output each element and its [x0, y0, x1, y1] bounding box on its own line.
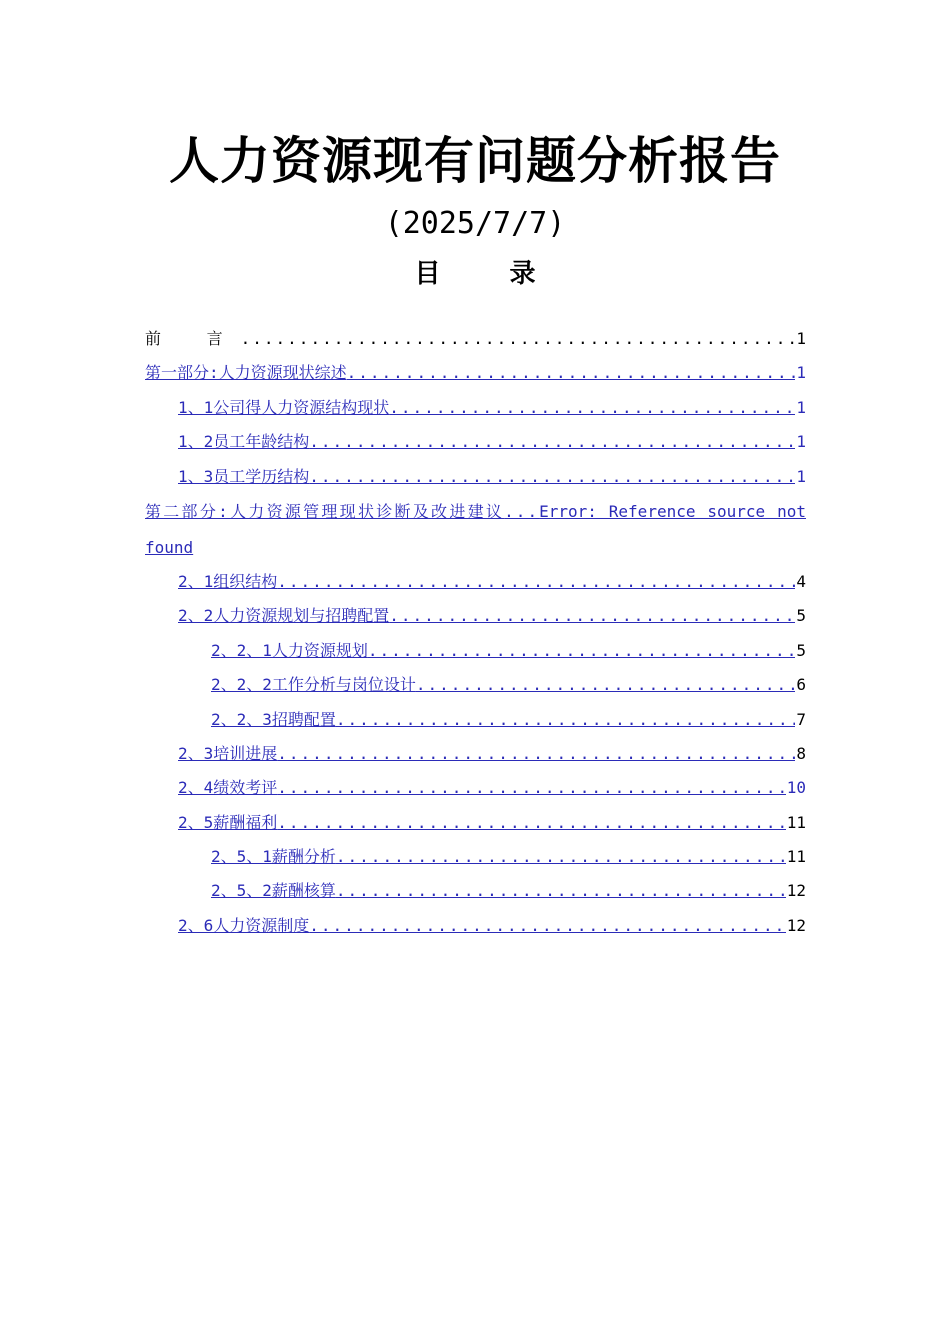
- toc-page-number: 4: [796, 571, 806, 591]
- toc-entry-preface: [145, 322, 806, 356]
- toc-leader-dots: [336, 840, 786, 874]
- toc-leader-dots: [336, 874, 786, 908]
- toc-leader-dots: [368, 634, 795, 668]
- toc-page-number: 1: [796, 466, 806, 486]
- toc-page-number: 5: [796, 606, 806, 626]
- toc-heading: 目 录: [414, 259, 566, 289]
- toc-leader-dots: [309, 460, 795, 494]
- toc-entry-label: 2、2、1人力资源规划: [211, 640, 368, 660]
- toc-link-2-4[interactable]: [145, 771, 806, 805]
- toc-error-text: Error: Reference source not found: [145, 501, 806, 557]
- toc-page-number: 1: [796, 397, 806, 417]
- toc-page-number: 8: [796, 743, 806, 763]
- toc-leader-dots: [309, 425, 795, 459]
- toc-leader-dots: [347, 356, 796, 390]
- toc-page-number: 1: [796, 329, 806, 348]
- toc-link-2-1[interactable]: [145, 565, 806, 599]
- toc-page-number: 5: [796, 640, 806, 660]
- toc-entry-label: 1、3员工学历结构: [178, 466, 310, 486]
- toc-entry-label: 2、2、3招聘配置: [211, 709, 336, 729]
- toc-link-2-2[interactable]: [145, 599, 806, 633]
- toc-page-number: 6: [796, 675, 806, 695]
- toc-leader-dots: [309, 909, 785, 943]
- toc-leader-dots: [277, 771, 785, 805]
- toc-link-2-2-3[interactable]: [145, 703, 806, 737]
- toc-leader-dots: [416, 668, 795, 702]
- toc-entry-label: 1、2员工年龄结构: [178, 432, 310, 452]
- toc-leader-dots: [277, 565, 795, 599]
- toc-page-number: 7: [796, 709, 806, 729]
- toc-entry-label: 2、3培训进展: [178, 743, 278, 763]
- toc-link-2-2-1[interactable]: [145, 634, 806, 668]
- toc-entry-label-wrapped: [145, 494, 806, 565]
- toc-leader-dots: [277, 737, 795, 771]
- toc-entry-label: 2、6人力资源制度: [178, 915, 310, 935]
- toc-entry-label: 2、2、2工作分析与岗位设计: [211, 675, 416, 695]
- toc-link-1-3[interactable]: [145, 460, 806, 494]
- toc-leader-dots: [389, 391, 795, 425]
- toc-entry-label: 2、5、2薪酬核算: [211, 881, 336, 901]
- toc-entry-label: 2、5、1薪酬分析: [211, 847, 336, 867]
- toc-page-number: 12: [786, 881, 806, 901]
- toc-leader-dots: ...: [504, 501, 540, 521]
- toc-page-number: 11: [786, 847, 806, 867]
- toc-entry-label: 前 言: [145, 329, 241, 348]
- toc-link-2-6[interactable]: [145, 909, 806, 943]
- toc-leader-dots: [277, 806, 785, 840]
- toc-entry-label: 2、4绩效考评: [178, 778, 278, 798]
- toc-link-1-1[interactable]: [145, 391, 806, 425]
- toc-leader-dots: [241, 322, 796, 356]
- toc-page-number: 1: [796, 432, 806, 452]
- toc-entry-label: 2、1组织结构: [178, 571, 278, 591]
- toc-link-1-2[interactable]: [145, 425, 806, 459]
- toc-leader-dots: [336, 703, 795, 737]
- toc-link-2-3[interactable]: [145, 737, 806, 771]
- document-title: 人力资源现有问题分析报告: [169, 132, 781, 190]
- document-date: (2025/7/7): [384, 206, 566, 241]
- toc-link-2-5[interactable]: [145, 806, 806, 840]
- toc-link-2-5-1[interactable]: [145, 840, 806, 874]
- toc-entry-label: 第一部分:人力资源现状综述: [145, 363, 347, 383]
- toc-entry-label: 1、1公司得人力资源结构现状: [178, 397, 390, 417]
- toc-page-number: 1: [796, 363, 806, 383]
- toc-leader-dots: [389, 599, 795, 633]
- toc-entry-label: 2、2人力资源规划与招聘配置: [178, 606, 390, 626]
- toc-entry-label: 2、5薪酬福利: [178, 812, 278, 832]
- toc-link-part-one[interactable]: [145, 356, 806, 390]
- toc-page-number: 12: [786, 915, 806, 935]
- table-of-contents: [145, 322, 806, 943]
- toc-page-number: 11: [786, 812, 806, 832]
- toc-link-2-5-2[interactable]: [145, 874, 806, 908]
- toc-link-2-2-2[interactable]: [145, 668, 806, 702]
- toc-link-part-two[interactable]: [145, 494, 806, 565]
- toc-entry-label: 第二部分:人力资源管理现状诊断及改进建议: [145, 501, 505, 521]
- toc-page-number: 10: [786, 778, 806, 798]
